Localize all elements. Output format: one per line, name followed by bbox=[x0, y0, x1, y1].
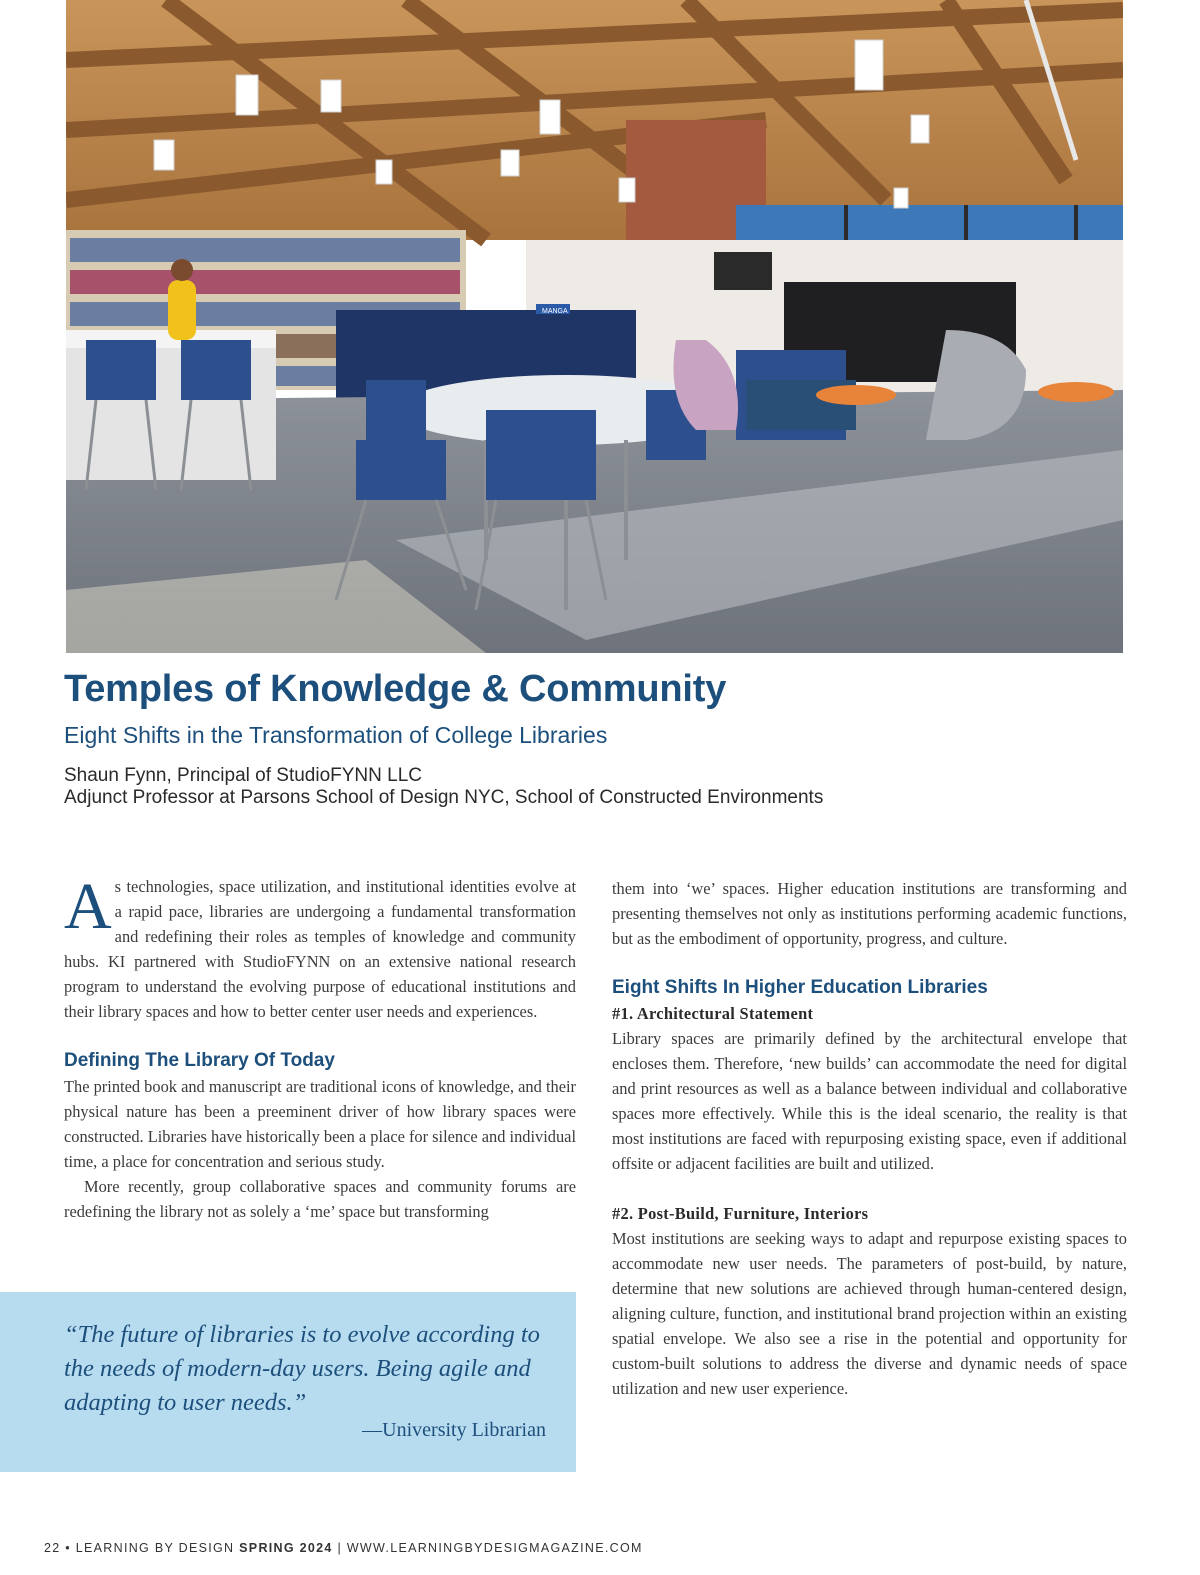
continuation-paragraph: them into ‘we’ spaces. Higher education institutions are transforming and presenting themselves not only as institutions performing academic functions, but as the embodiment of opportunity, progress, and culture. bbox=[612, 879, 1127, 948]
publication-name: LEARNING BY DESIGN bbox=[75, 1541, 235, 1555]
issue-label: SPRING 2024 bbox=[239, 1541, 333, 1555]
author-line-1: Shaun Fynn, Principal of StudioFYNN LLC bbox=[64, 765, 423, 786]
section-heading-defining-library: Defining The Library Of Today bbox=[64, 1050, 335, 1071]
shift-2-body: Most institutions are seeking ways to adapt and repurpose existing spaces to accommodate new user needs. The parameters of post-build, by nature, determine that new solutions are achieved through human-centered design, aligning culture, function, and institutional brand projection within an existing spatial envelope. We also see a rise in the potential and opportunity for custom-built solutions to address the diverse and dynamic needs of space utilization and new user experience. bbox=[612, 1229, 1127, 1398]
author-byline bbox=[64, 765, 823, 809]
page-footer bbox=[44, 1541, 643, 1555]
body-paragraph: More recently, group collaborative spaces and community forums are redefining the library not as solely a ‘me’ space but transforming bbox=[64, 1177, 576, 1221]
left-column bbox=[64, 870, 577, 1224]
body-paragraph: The printed book and manuscript are traditional icons of knowledge, and their physical nature has been a preeminent driver of how library spaces were constructed. Libraries have historically been a place for silence and individual time, a place for concentration and serious study. bbox=[64, 1077, 577, 1171]
intro-text: s technologies, space utilization, and institutional identities evolve at a rapid pace, libraries are undergoing a fundamental transformation and redefining their roles as temples of knowledge and community hubs. KI partnered with StudioFYNN on an extensive national research program to understand the evolving purpose of educational institutions and their library spaces and how to better center user needs and experiences. bbox=[64, 877, 576, 1021]
footer-bullet: • bbox=[65, 1541, 71, 1555]
page-number: 22 bbox=[44, 1541, 61, 1555]
shift-1-body: Library spaces are primarily defined by the architectural envelope that encloses them. Therefore, ‘new builds’ can accommodate the need for digital and print resources as well as a balance between individual and collaborative spaces more effectively. While this is the ideal scenario, the reality is that most institutions are faced with repurposing existing space, even if additional offsite or adjacent facilities are built and utilized. bbox=[612, 1029, 1127, 1173]
author-line-2: Adjunct Professor at Parsons School of Design NYC, School of Constructed Environments bbox=[64, 787, 824, 808]
pull-quote-attribution: —University Librarian bbox=[362, 1419, 546, 1441]
footer-separator: | bbox=[337, 1541, 343, 1555]
article-title: Temples of Knowledge & Community bbox=[64, 668, 727, 710]
right-column bbox=[612, 876, 1127, 1401]
shift-2-title: #2. Post-Build, Furniture, Interiors bbox=[612, 1204, 869, 1223]
manga-sign: MANGA bbox=[542, 308, 568, 315]
intro-paragraph bbox=[64, 870, 576, 1024]
pull-quote-text: “The future of libraries is to evolve according to the needs of modern-day users. Being agile and adapting to user needs.” bbox=[64, 1321, 540, 1416]
website-link[interactable]: WWW.LEARNINGBYDESIGMAGAZINE.COM bbox=[346, 1541, 643, 1555]
section-heading-eight-shifts: Eight Shifts In Higher Education Libraries bbox=[612, 977, 988, 998]
article-subtitle: Eight Shifts in the Transformation of College Libraries bbox=[64, 722, 608, 748]
drop-cap: A bbox=[64, 870, 112, 943]
hero-photo bbox=[66, 0, 1123, 653]
shift-1-title: #1. Architectural Statement bbox=[612, 1004, 814, 1023]
library-interior-photo bbox=[66, 0, 1123, 653]
